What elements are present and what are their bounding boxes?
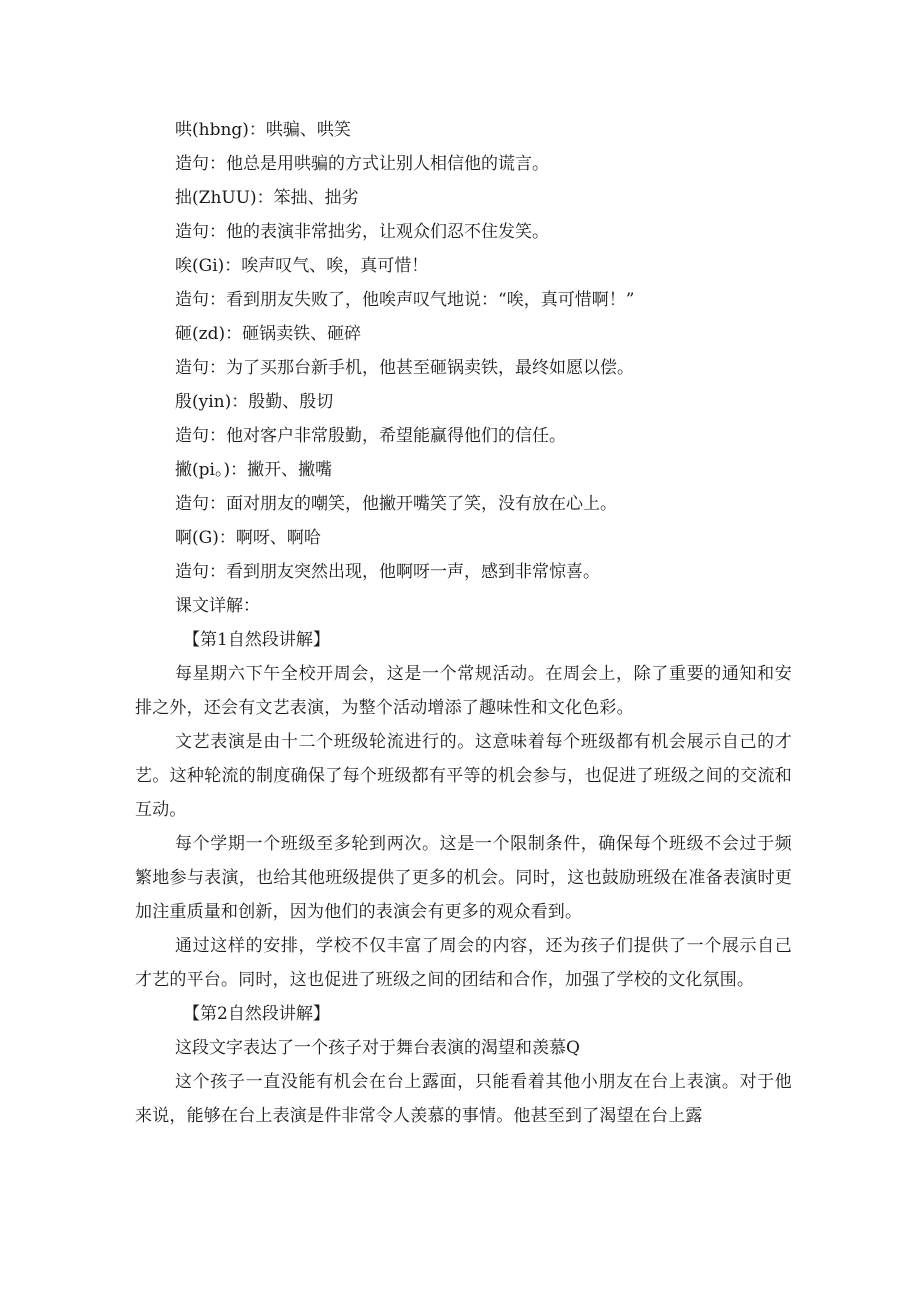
section-1-paragraph: 每星期六下午全校开周会，这是一个常规活动。在周会上，除了重要的通知和安排之外，还会有文艺表演，为整个活动增添了趣味性和文化色彩。	[135, 664, 792, 718]
section-1-title: 【第1自然段讲解】	[183, 630, 330, 650]
document-body	[135, 113, 795, 1133]
section-2-paragraph: 这个孩子一直没能有机会在台上露面，只能看着其他小朋友在台上表演。对于他来说，能够在台上表演是件非常令人羡慕的事情。他甚至到了渴望在台上露	[135, 1072, 792, 1126]
vocab-sentence: 造句：他对客户非常殷勤，希望能赢得他们的信任。	[175, 426, 566, 446]
vocab-word: 撇(pi。)：撇开、撇嘴	[175, 460, 333, 480]
section-1-paragraph: 通过这样的安排，学校不仅丰富了周会的内容，还为孩子们提供了一个展示自己才艺的平台。同时，这也促进了班级之间的团结和合作，加强了学校的文化氛围。	[135, 936, 792, 990]
section-2-intro: 这段文字表达了一个孩子对于舞台表演的渴望和羡慕Q	[175, 1038, 580, 1058]
section-1	[135, 623, 795, 997]
section-2-title: 【第2自然段讲解】	[183, 1004, 330, 1024]
lesson-heading: 课文详解：	[175, 596, 260, 616]
vocab-list	[135, 113, 795, 589]
vocab-word: 唉(Gi)：唉声叹气、唉，真可惜！	[175, 256, 429, 276]
vocab-sentence: 造句：看到朋友突然出现，他啊呀一声，感到非常惊喜。	[175, 562, 600, 582]
vocab-word: 殷(yin)：殷勤、殷切	[175, 392, 334, 412]
vocab-word: 砸(zd)：砸锅卖铁、砸碎	[175, 324, 362, 344]
section-2	[135, 997, 795, 1133]
section-1-paragraph: 文艺表演是由十二个班级轮流进行的。这意味着每个班级都有机会展示自己的才艺。这种轮流的制度确保了每个班级都有平等的机会参与，也促进了班级之间的交流和互动。	[135, 732, 792, 820]
vocab-sentence: 造句：他总是用哄骗的方式让别人相信他的谎言。	[175, 154, 549, 174]
vocab-word: 拙(ZhUU)：笨拙、拙劣	[175, 188, 359, 208]
vocab-word: 啊(G)：啊呀、啊哈	[175, 528, 321, 548]
vocab-sentence: 造句：为了买那台新手机，他甚至砸锅卖铁，最终如愿以偿。	[175, 358, 634, 378]
section-1-paragraph: 每个学期一个班级至多轮到两次。这是一个限制条件，确保每个班级不会过于频繁地参与表演，也给其他班级提供了更多的机会。同时，这也鼓励班级在准备表演时更加注重质量和创新，因为他们的表演会有更多的观众看到。	[135, 834, 792, 922]
vocab-word: 哄(hbng)：哄骗、哄笑	[175, 120, 351, 140]
vocab-sentence: 造句：看到朋友失败了，他唉声叹气地说：“唉，真可惜啊！”	[175, 290, 635, 310]
vocab-sentence: 造句：面对朋友的嘲笑，他撇开嘴笑了笑，没有放在心上。	[175, 494, 617, 514]
vocab-sentence: 造句：他的表演非常拙劣，让观众们忍不住发笑。	[175, 222, 549, 242]
